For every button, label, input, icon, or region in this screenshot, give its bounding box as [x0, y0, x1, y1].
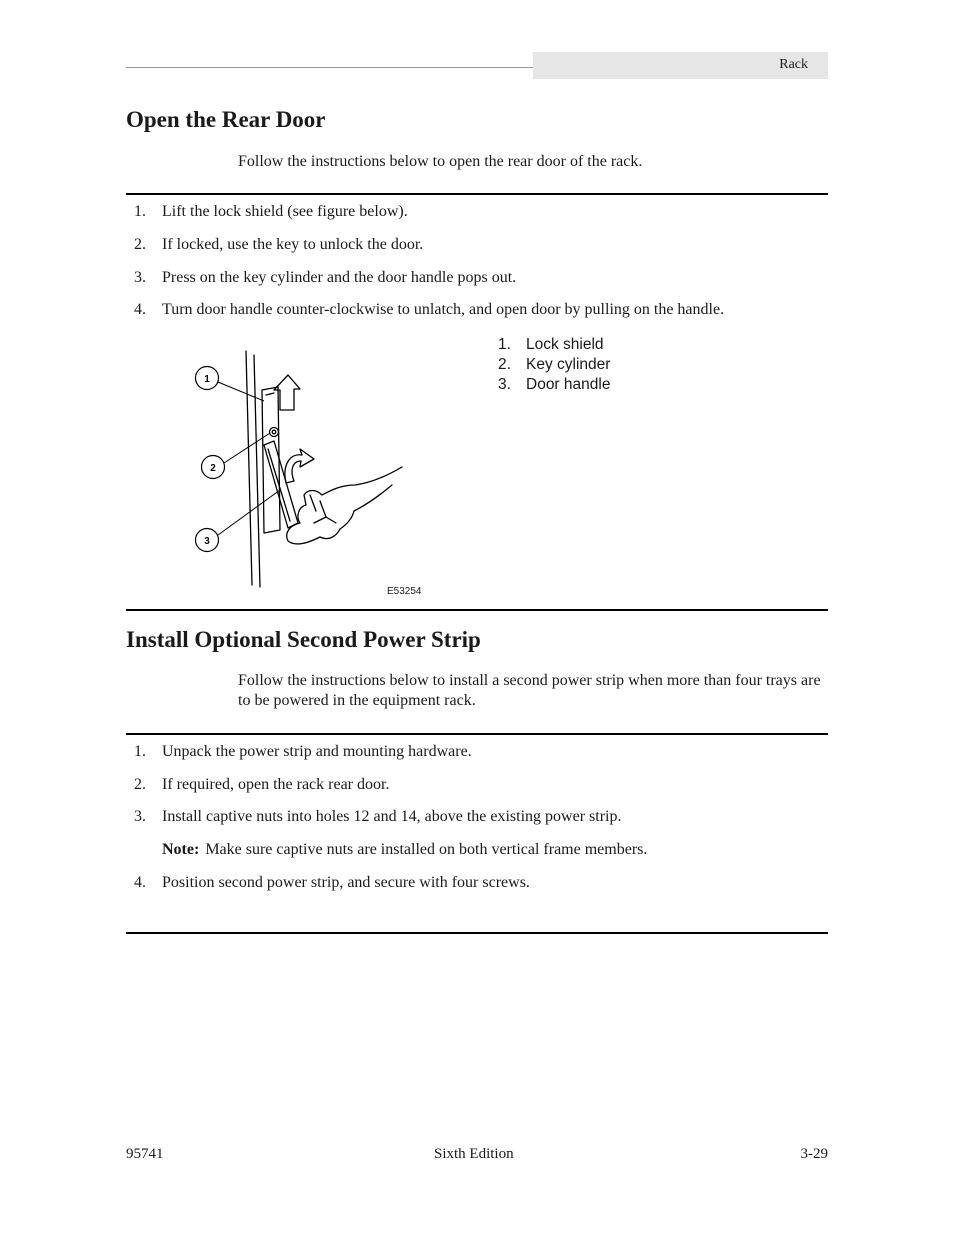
step-number: 4. — [134, 301, 146, 318]
section2-top-rule — [126, 733, 828, 735]
step-number: 3. — [134, 808, 146, 825]
section1-top-rule — [126, 193, 828, 195]
header-rule — [126, 67, 534, 68]
legend-item: 2. Key cylinder — [498, 356, 611, 373]
step-number: 3. — [134, 269, 146, 286]
step-text: Unpack the power strip and mounting hardware. — [162, 743, 472, 760]
section-title-open-rear-door: Open the Rear Door — [126, 107, 326, 132]
header-section-tab: Rack — [533, 52, 828, 79]
step-number: 1. — [134, 743, 146, 760]
section-title-install-power-strip: Install Optional Second Power Strip — [126, 627, 481, 652]
step-number: 2. — [134, 776, 146, 793]
step-text: Install captive nuts into holes 12 and 14, above the existing power strip. — [162, 808, 622, 825]
section1-bottom-rule — [126, 609, 828, 611]
step-text: Position second power strip, and secure with four screws. — [162, 874, 530, 891]
legend-item: 3. Door handle — [498, 376, 611, 393]
step-text: If required, open the rack rear door. — [162, 776, 390, 793]
step-number: 1. — [134, 203, 146, 220]
legend-item: 1. Lock shield — [498, 336, 604, 353]
callout-1: 1 — [204, 374, 210, 385]
footer-doc-number: 95741 — [126, 1146, 164, 1162]
rear-door-illustration — [180, 345, 440, 605]
step-text: Lift the lock shield (see figure below). — [162, 203, 408, 220]
section1-intro: Follow the instructions below to open the rear door of the rack. — [238, 153, 643, 170]
figure-id: E53254 — [387, 586, 422, 597]
note-label: Note: — [162, 841, 200, 858]
callout-2: 2 — [210, 463, 216, 474]
figure-legend — [498, 335, 610, 395]
step-text: Turn door handle counter-clockwise to unlatch, and open door by pulling on the handle. — [162, 301, 725, 318]
step-text: Press on the key cylinder and the door handle pops out. — [162, 269, 517, 286]
step-number: 2. — [134, 236, 146, 253]
callout-3: 3 — [204, 536, 210, 547]
footer-page-number: 3-29 — [800, 1146, 828, 1162]
note-text: Make sure captive nuts are installed on both vertical frame members. — [205, 841, 648, 858]
footer-edition: Sixth Edition — [434, 1146, 514, 1162]
section2-bottom-rule — [126, 932, 828, 934]
step-number: 4. — [134, 874, 146, 891]
step-text: If locked, use the key to unlock the door. — [162, 236, 424, 253]
note — [162, 841, 647, 859]
section2-intro: Follow the instructions below to install a second power strip when more than four trays are to be powered in the equipment rack. — [238, 672, 821, 709]
